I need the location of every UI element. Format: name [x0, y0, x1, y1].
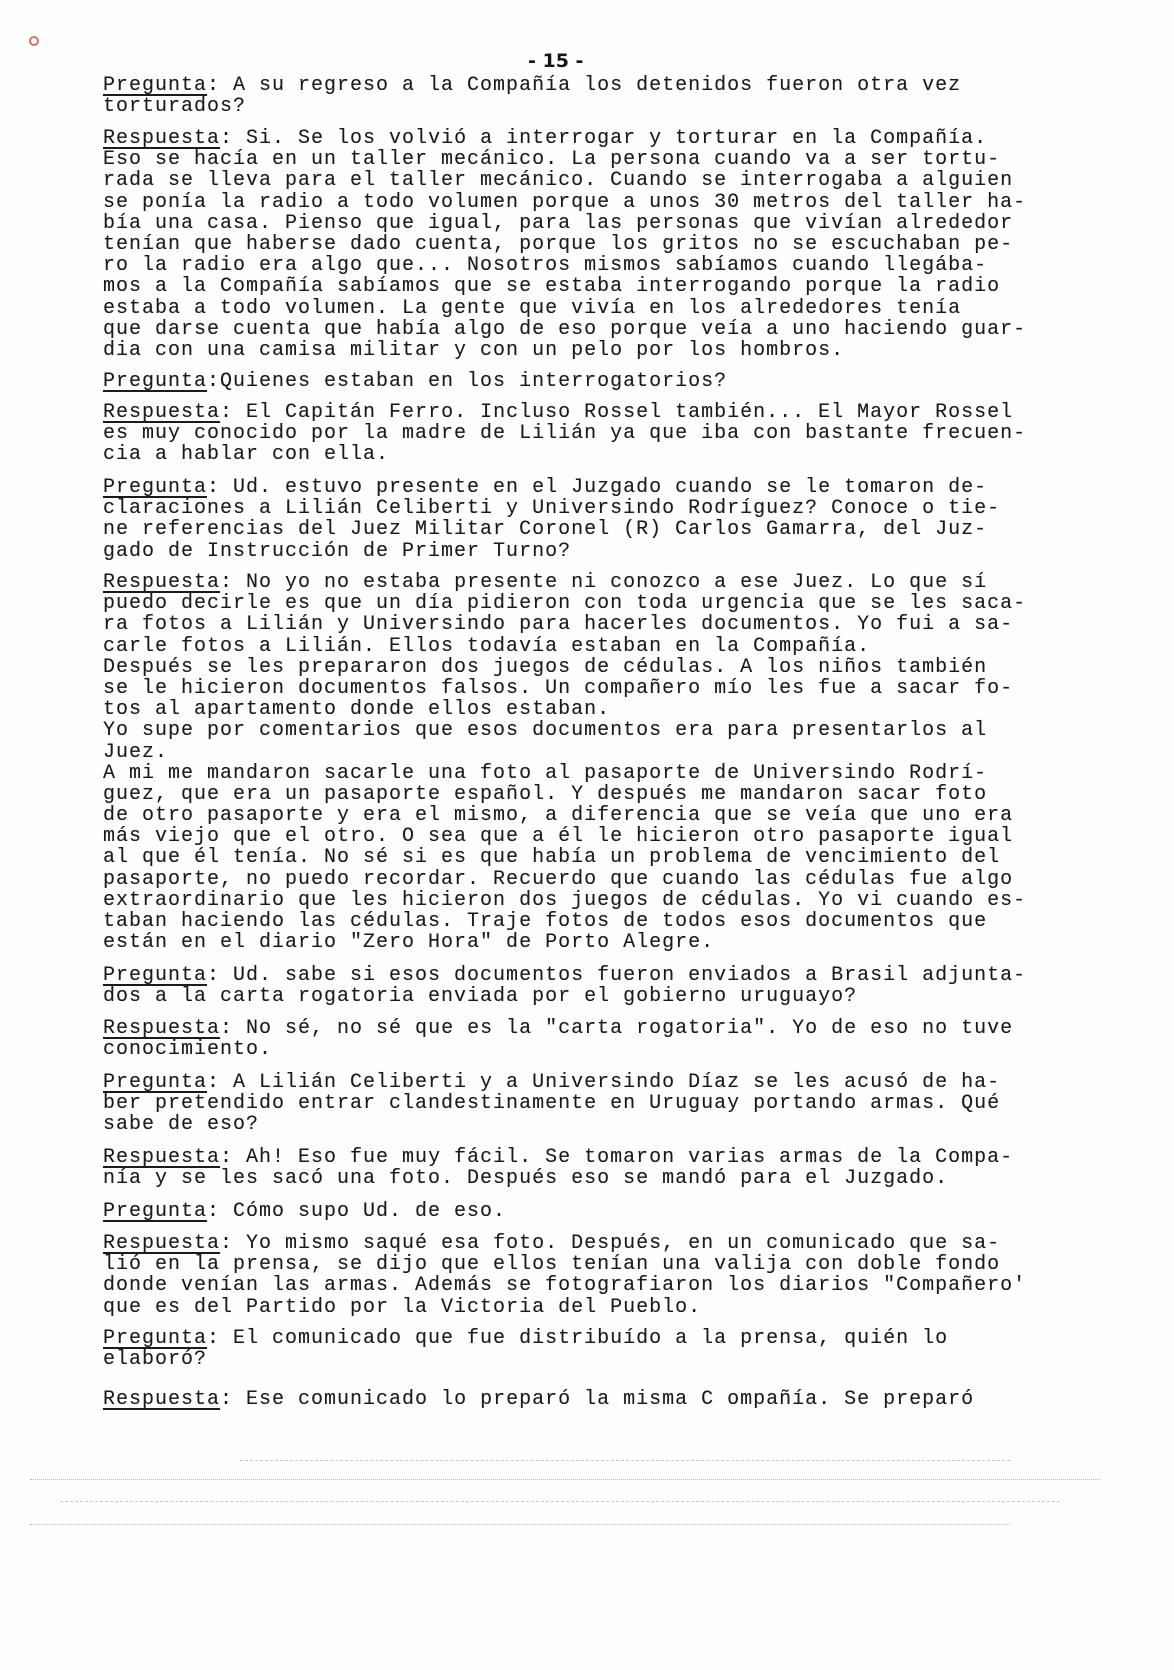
text-line — [103, 477, 1103, 498]
text-line: estaba a todo volumen. La gente que vivía en los alrededores tenía — [103, 296, 962, 320]
answer-label: Respuesta — [103, 401, 221, 424]
answer-block — [103, 572, 1103, 953]
text-line: ra fotos a Lilián y Universindo para hacerles documentos. Yo fui a sa- — [103, 613, 1014, 637]
text-line: se le hicieron documentos falsos. Un compañero mío les fue a sacar fo- — [103, 676, 1014, 700]
stray-ink-mark — [29, 36, 39, 46]
text-line: claraciones a Lilián Celiberti y Universindo Rodríguez? Conoce o tie- — [103, 497, 1001, 521]
answer-text: : Si. Se los volvió a interrogar y torturar en la Compañía. — [220, 127, 988, 150]
text-line: bía una casa. Pienso que igual, para las personas que vivían alrededor — [103, 211, 1014, 235]
text-line: Eso se hacía en un taller mecánico. La persona cuando va a ser tortu- — [103, 148, 1001, 172]
text-line: mos a la Compañía sabíamos que se estaba interrogando porque la radio — [103, 275, 1001, 299]
text-line — [103, 1389, 1103, 1410]
text-line: extraordinario que les hicieron dos juegos de cédulas. Yo vi cuando es- — [103, 888, 1027, 912]
question-label: Pregunta — [103, 476, 208, 499]
text-line: ro la radio era algo que... Nosotros mismos sabíamos cuando llegába- — [103, 254, 988, 278]
scan-noise-line — [30, 1479, 1100, 1480]
text-line: taban haciendo las cédulas. Traje fotos de todos esos documentos que — [103, 910, 988, 933]
answer-text: : Ah! Eso fue muy fácil. Se tomaron varias armas de la Compa- — [220, 1146, 1014, 1169]
text-line: carle fotos a Lilián. Ellos todavía estaban en la Compañía. — [103, 634, 871, 658]
text-line: más viejo que el otro. O sea que a él le hicieron otro pasaporte igual — [103, 825, 1014, 849]
text-line: que darse cuenta que había algo de eso porque veía a uno haciendo guar- — [103, 317, 1027, 341]
text-line: cia a hablar con ella. — [103, 443, 390, 467]
text-line: donde venían las armas. Además se fotografiaron los diarios "Compañero' — [103, 1274, 1027, 1298]
text-line: al que él tenía. No sé si es que había un problema de vencimiento del — [103, 846, 1001, 870]
question-label: Pregunta — [103, 1200, 208, 1223]
text-line — [103, 1233, 1103, 1254]
scan-noise-line — [240, 1460, 1010, 1461]
answer-block — [103, 402, 1103, 466]
question-text: : Ud. sabe si esos documentos fueron enviados a Brasil adjunta- — [207, 964, 1027, 987]
text-line: lió en la prensa, se dijo que ellos tenían una valija con doble fondo — [103, 1253, 1001, 1277]
text-line: están en el diario "Zero Hora" de Porto Alegre. — [103, 931, 715, 955]
answer-block — [103, 1233, 1103, 1318]
text-line: se ponía la radio a todo volumen porque a unos 30 metros del taller ha- — [103, 190, 1027, 214]
question-text: : El comunicado que fue distribuído a la prensa, quién lo — [207, 1327, 949, 1350]
text-line: puedo decirle es que un día pidieron con toda urgencia que se les saca- — [103, 592, 1027, 616]
answer-label: Respuesta — [103, 571, 221, 594]
text-line — [103, 402, 1103, 423]
question-label: Pregunta — [103, 370, 208, 393]
answer-label: Respuesta — [103, 1146, 221, 1169]
text-line: Juez. — [103, 740, 169, 764]
text-line: Después se les prepararon dos juegos de cédulas. A los niños también — [103, 655, 988, 679]
scan-noise-line — [60, 1501, 1060, 1502]
question-text: : Cómo supo Ud. de eso. — [207, 1200, 507, 1223]
text-line: guez, que era un pasaporte español. Y después me mandaron sacar foto — [103, 782, 988, 806]
text-line: conocimiento. — [103, 1038, 273, 1062]
question-text: : Ud. estuvo presente en el Juzgado cuando se le tomaron de- — [207, 476, 988, 499]
question-block — [103, 1328, 1103, 1370]
text-line: nía y se les sacó una foto. Después eso se mandó para el Juzgado. — [103, 1167, 949, 1191]
scan-noise-line — [30, 1524, 1010, 1525]
answer-text: : No yo no estaba presente ni conozco a ese Juez. Lo que sí — [220, 571, 988, 594]
answer-text: : Ese comunicado lo preparó la misma C ompañía. Se preparó — [220, 1388, 975, 1411]
text-line — [103, 572, 1103, 593]
text-line — [103, 1201, 1103, 1222]
answer-block — [103, 128, 1103, 361]
text-line: pasaporte, no puedo recordar. Recuerdo que cuando las cédulas fue algo — [103, 867, 1014, 891]
text-line: gado de Instrucción de Primer Turno? — [103, 539, 572, 563]
answer-label: Respuesta — [103, 127, 221, 150]
text-line — [103, 75, 1103, 96]
question-block — [103, 75, 1103, 117]
answer-block — [103, 1018, 1103, 1060]
text-line: ber pretendido entrar clandestinamente en Uruguay portando armas. Qué — [103, 1092, 1001, 1116]
text-line: tenían que haberse dado cuenta, porque los gritos no se escuchaban pe- — [103, 232, 1014, 256]
text-line — [103, 371, 1103, 392]
question-block — [103, 965, 1103, 1007]
answer-block — [103, 1389, 1103, 1410]
question-text: : A su regreso a la Compañía los detenidos fueron otra vez — [207, 74, 962, 97]
text-line: rada se lleva para el taller mecánico. Cuando se interrogaba a alguien — [103, 169, 1014, 193]
question-text: :Quienes estaban en los interrogatorios? — [207, 370, 728, 393]
answer-text: : No sé, no sé que es la "carta rogatoria". Yo de eso no tuve — [220, 1017, 1014, 1040]
answer-text: : El Capitán Ferro. Incluso Rossel también... El Mayor Rossel — [220, 401, 1014, 424]
text-line: torturados? — [103, 95, 247, 119]
question-block — [103, 1201, 1103, 1222]
text-line — [103, 1072, 1103, 1093]
text-line: tos al apartamento donde ellos estaban. — [103, 698, 611, 722]
question-label: Pregunta — [103, 1071, 208, 1094]
question-block — [103, 371, 1103, 392]
text-line: que es del Partido por la Victoria del Pueblo. — [103, 1295, 702, 1319]
question-label: Pregunta — [103, 1327, 208, 1350]
text-line: de otro pasaporte y era el mismo, a diferencia que se veía que uno era — [103, 804, 1014, 828]
page-number: - 15 - — [528, 50, 584, 72]
answer-label: Respuesta — [103, 1232, 221, 1255]
text-line — [103, 1328, 1103, 1349]
question-block — [103, 477, 1103, 562]
text-line — [103, 1147, 1103, 1168]
text-line: dia con una camisa militar y con un pelo por los hombros. — [103, 338, 845, 362]
text-line — [103, 128, 1103, 149]
text-line: es muy conocido por la madre de Lilián ya que iba con bastante frecuen- — [103, 422, 1027, 446]
question-text: : A Lilián Celiberti y a Universindo Díaz se les acusó de ha- — [207, 1071, 1001, 1094]
text-line: A mi me mandaron sacarle una foto al pasaporte de Universindo Rodrí- — [103, 761, 988, 785]
text-line: Yo supe por comentarios que esos documentos era para presentarlos al — [103, 719, 988, 743]
question-label: Pregunta — [103, 74, 208, 97]
text-line — [103, 965, 1103, 986]
text-line: dos a la carta rogatoria enviada por el gobierno uruguayo? — [103, 985, 858, 1009]
text-line: elaboró? — [103, 1348, 208, 1372]
answer-text: : Yo mismo saqué esa foto. Después, en un comunicado que sa- — [220, 1232, 1001, 1255]
text-line: sabe de eso? — [103, 1113, 260, 1137]
text-line — [103, 1018, 1103, 1039]
text-line: ne referencias del Juez Militar Coronel (R) Carlos Gamarra, del Juz- — [103, 518, 988, 542]
answer-label: Respuesta — [103, 1388, 221, 1411]
answer-label: Respuesta — [103, 1017, 221, 1040]
question-block — [103, 1072, 1103, 1136]
question-label: Pregunta — [103, 964, 208, 987]
answer-block — [103, 1147, 1103, 1189]
